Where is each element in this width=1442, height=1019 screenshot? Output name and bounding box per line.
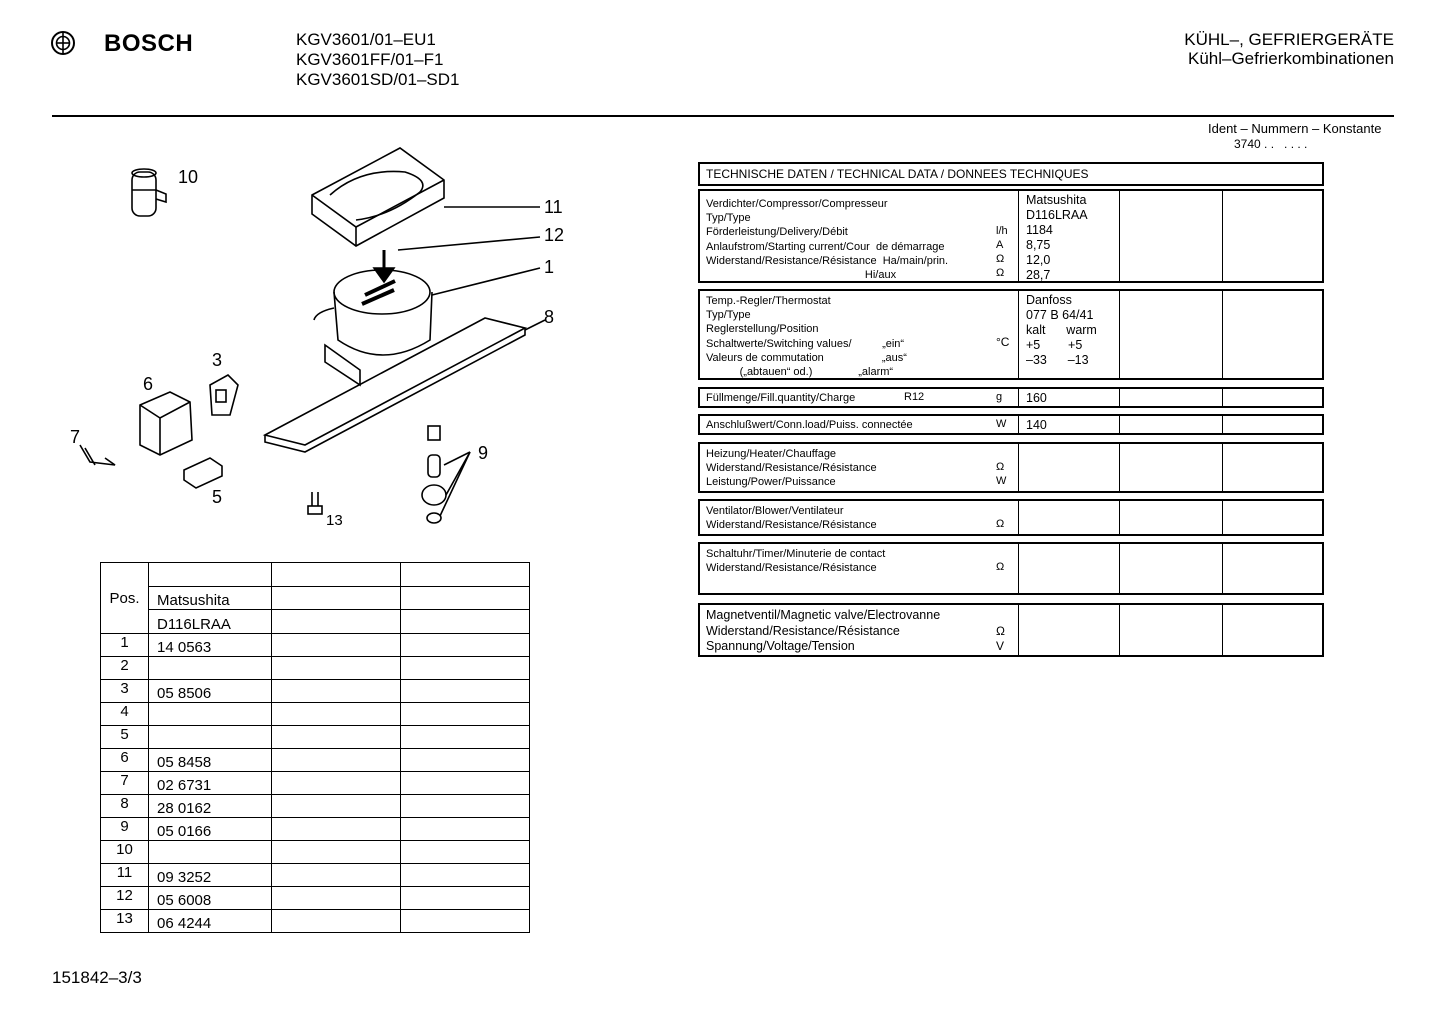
exploded-parts-diagram: [60, 140, 620, 540]
callout-6: 6: [143, 374, 154, 394]
compressor-labels: Verdichter/Compressor/Compresseur Typ/Type Förderleistung/Delivery/Débit Anlaufstrom/Starting current/Cour de démarrage Widerstand/Resistance/Résistance Ha/main/prin. Hi/aux: [706, 198, 949, 282]
model-list: [296, 30, 460, 90]
callout-7: 7: [70, 427, 81, 447]
col-header-manufacturer: Matsushita: [149, 586, 272, 610]
fill-quantity-section: Füllmenge/Fill.quantity/Charge R12 g 160: [698, 387, 1324, 408]
terminal-cover-part: [184, 458, 222, 488]
capacitor-part: [132, 169, 166, 216]
tech-title: TECHNISCHE DATEN / TECHNICAL DATA / DONNEES TECHNIQUES: [706, 167, 1089, 181]
model-number: KGV3601FF/01–F1: [296, 50, 444, 69]
protector-part: [140, 392, 192, 455]
bosch-logo: [50, 30, 200, 56]
header-rule: [52, 115, 1394, 117]
parts-table: [100, 562, 530, 933]
table-row: 13 06 4244: [101, 910, 530, 933]
clip-part: [80, 445, 115, 465]
table-row: 1 14 0563: [101, 634, 530, 657]
relay-part: [210, 375, 238, 415]
callout-10: 10: [178, 167, 199, 187]
screw-part: [308, 492, 322, 514]
model-number: KGV3601/01–EU1: [296, 30, 436, 49]
thermostat-labels: Temp.-Regler/Thermostat Typ/Type Reglerstellung/Position Schaltwerte/Switching values/ „ein“ Valeurs de commutation „aus“ („abtauen“ od.) „alarm“: [706, 295, 907, 379]
connected-load-section: Anschlußwert/Conn.load/Puiss. connectée W 140: [698, 414, 1324, 435]
timer-section: Schaltuhr/Timer/Minuterie de contact Widerstand/Resistance/Résistance Ω: [698, 542, 1324, 595]
table-row: 4: [101, 703, 530, 726]
category: [1184, 30, 1394, 68]
callout-8: 8: [544, 307, 555, 327]
table-row: 8 28 0162: [101, 795, 530, 818]
callout-13: 13: [326, 512, 343, 529]
heater-section: Heizung/Heater/Chauffage Widerstand/Resistance/Résistance Leistung/Power/Puissance Ω W: [698, 442, 1324, 493]
category-title: KÜHL–, GEFRIERGERÄTE: [1184, 30, 1394, 49]
model-number: KGV3601SD/01–SD1: [296, 70, 460, 89]
table-row: 3 05 8506: [101, 680, 530, 703]
callout-3: 3: [212, 350, 223, 370]
callout-12: 12: [544, 225, 565, 245]
table-row: 5: [101, 726, 530, 749]
compressor-values: Matsushita D116LRAA 1184 8,75 12,0 28,7: [1026, 193, 1088, 282]
callout-11: 11: [544, 197, 563, 217]
brand-name: BOSCH: [104, 30, 194, 57]
pos-header: Pos.: [101, 563, 149, 634]
table-row: 11 09 3252: [101, 864, 530, 887]
fan-section: Ventilator/Blower/Ventilateur Widerstand/Resistance/Résistance Ω: [698, 499, 1324, 536]
compressor-part: [314, 268, 540, 355]
callout-9: 9: [478, 443, 489, 463]
compressor-section: Verdichter/Compressor/Compresseur Typ/Type Förderleistung/Delivery/Débit Anlaufstrom/Starting current/Cour de démarrage Widerstand/Resistance/Résistance Ha/main/prin. Hi/aux l/h A Ω Ω Matsushita D116LRAA 1184 8,75 12,0 28,7: [698, 189, 1324, 283]
tech-title-box: [698, 162, 1324, 186]
ident-value: 3740 . . . . . .: [1234, 137, 1308, 151]
ident-label: Ident – Nummern – Konstante: [1208, 121, 1382, 136]
table-row: 9 05 0166: [101, 818, 530, 841]
thermostat-values: Danfoss 077 B 64/41 kalt warm +5 +5 –33 –13: [1026, 293, 1097, 367]
table-row: 7 02 6731: [101, 772, 530, 795]
callout-1: 1: [544, 257, 555, 277]
compressor-cover-part: [312, 148, 444, 246]
table-row: 10: [101, 841, 530, 864]
thermostat-section: Temp.-Regler/Thermostat Typ/Type Reglerstellung/Position Schaltwerte/Switching values/ „ein“ Valeurs de commutation „aus“ („abtauen“ od.) „alarm“ °C Danfoss 077 B 64/41 kalt warm +5 +5 –33 –13: [698, 289, 1324, 380]
bosch-armature-icon: [50, 30, 76, 56]
grommet-part: [422, 426, 470, 523]
magnetic-valve-section: Magnetventil/Magnetic valve/Electrovanne Widerstand/Resistance/Résistance Spannung/Voltage/Tension Ω V: [698, 603, 1324, 657]
table-row: 6 05 8458: [101, 749, 530, 772]
category-subtitle: Kühl–Gefrierkombinationen: [1187, 49, 1394, 68]
callout-5: 5: [212, 487, 223, 507]
col-header-type: D116LRAA: [149, 610, 272, 634]
document-number: 151842–3/3: [52, 968, 142, 987]
table-row: 2: [101, 657, 530, 680]
base-plate-part: [265, 318, 545, 452]
table-row: 12 05 6008: [101, 887, 530, 910]
